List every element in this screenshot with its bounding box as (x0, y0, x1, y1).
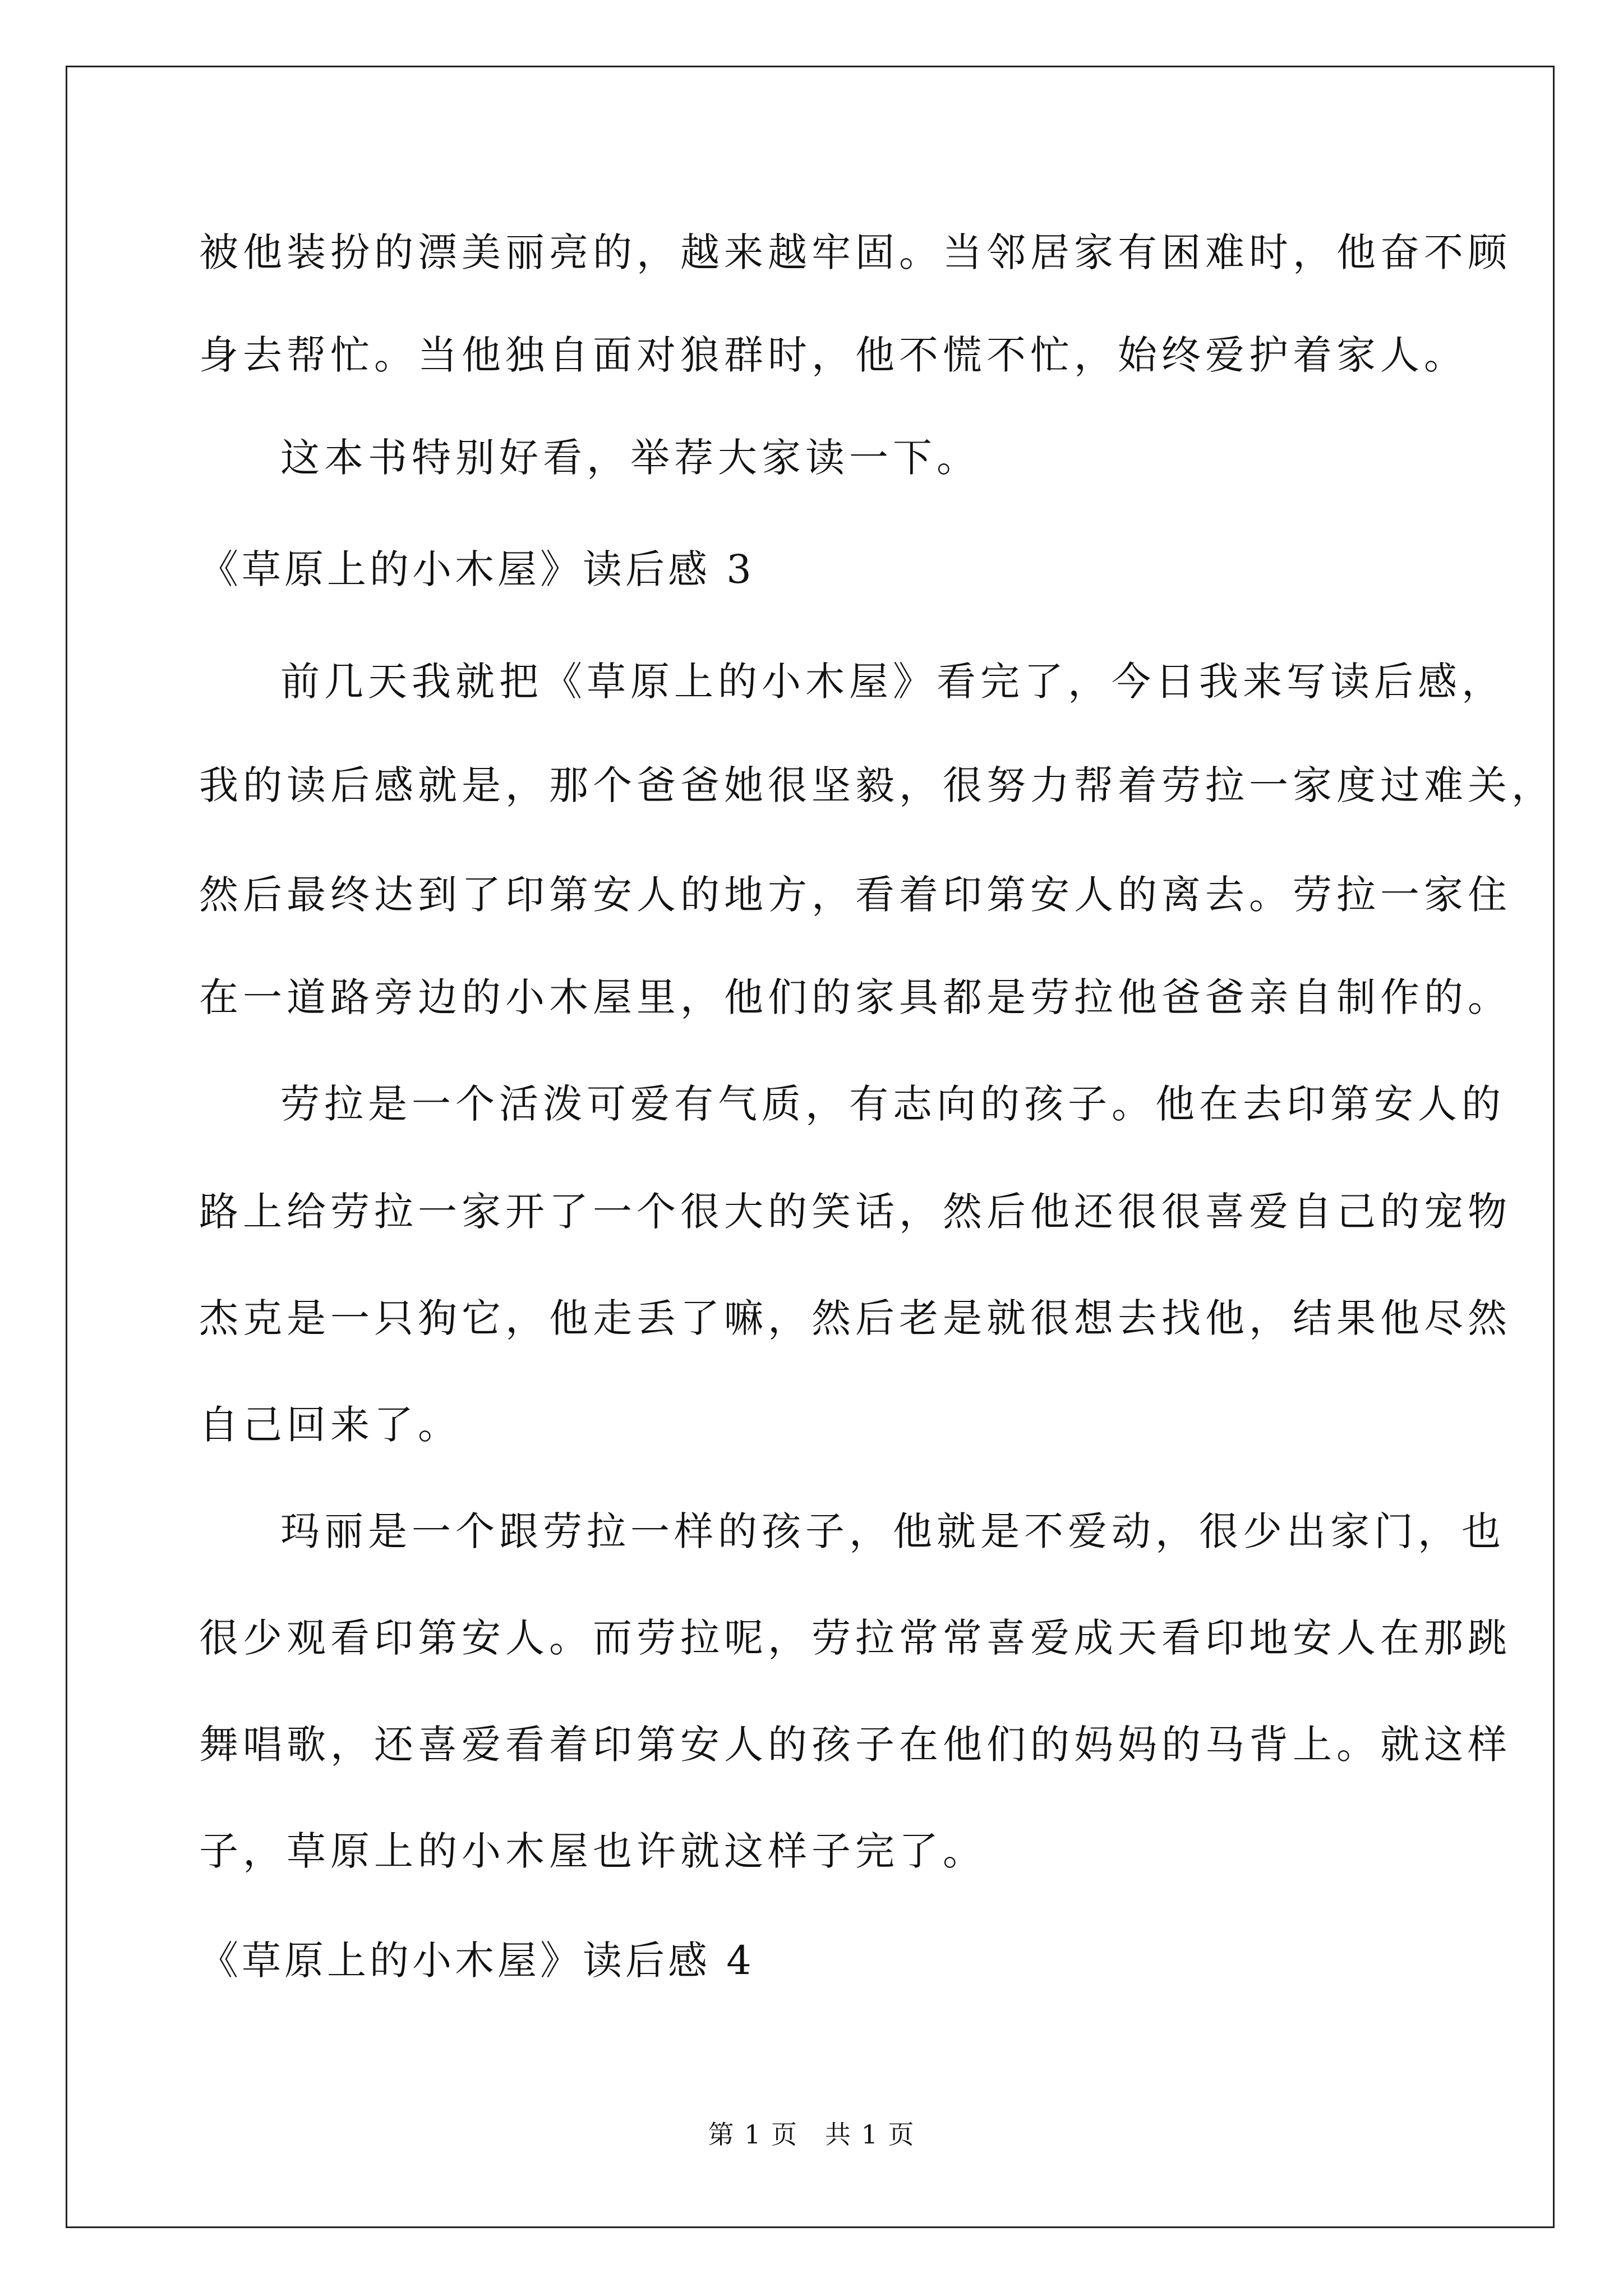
paragraph-line: 身去帮忙。当他独自面对狼群时，他不慌不忙，始终爱护着家人。 (199, 332, 1468, 378)
paragraph-line: 自己回来了。 (199, 1402, 462, 1448)
page-number-footer: 第 1 页 共 1 页 (708, 2119, 915, 2150)
section-heading: 《草原上的小木屋》读后感 4 (199, 1938, 755, 1984)
paragraph-line: 在一道路旁边的小木屋里，他们的家具都是劳拉他爸爸亲自制作的。 (199, 974, 1511, 1020)
paragraph-line: 舞唱歌，还喜爱看着印第安人的孩子在他们的妈妈的马背上。就这样 (199, 1722, 1511, 1768)
paragraph-line: 劳拉是一个活泼可爱有气质，有志向的孩子。他在去印第安人的 (280, 1081, 1505, 1127)
paragraph-line: 这本书特别好看，举荐大家读一下。 (280, 435, 980, 481)
page-border (66, 66, 1555, 2228)
section-heading: 《草原上的小木屋》读后感 3 (199, 546, 755, 592)
paragraph-line: 我的读后感就是，那个爸爸她很坚毅，很努力帮着劳拉一家度过难关， (199, 762, 1555, 808)
paragraph-line: 杰克是一只狗它，他走丢了嘛，然后老是就很想去找他，结果他尽然 (199, 1295, 1511, 1341)
paragraph-line: 然后最终达到了印第安人的地方，看着印第安人的离去。劳拉一家住 (199, 872, 1511, 918)
paragraph-line: 被他装扮的漂美丽亮的，越来越牢固。当邻居家有困难时，他奋不顾 (199, 229, 1511, 275)
paragraph-line: 玛丽是一个跟劳拉一样的孩子，他就是不爱动，很少出家门，也 (280, 1508, 1505, 1554)
paragraph-line: 很少观看印第安人。而劳拉呢，劳拉常常喜爱成天看印地安人在那跳 (199, 1615, 1511, 1661)
paragraph-line: 前几天我就把《草原上的小木屋》看完了，今日我来写读后感， (280, 659, 1505, 705)
paragraph-line: 路上给劳拉一家开了一个很大的笑话，然后他还很很喜爱自己的宠物 (199, 1189, 1511, 1235)
paragraph-line: 子，草原上的小木屋也许就这样子完了。 (199, 1828, 986, 1874)
